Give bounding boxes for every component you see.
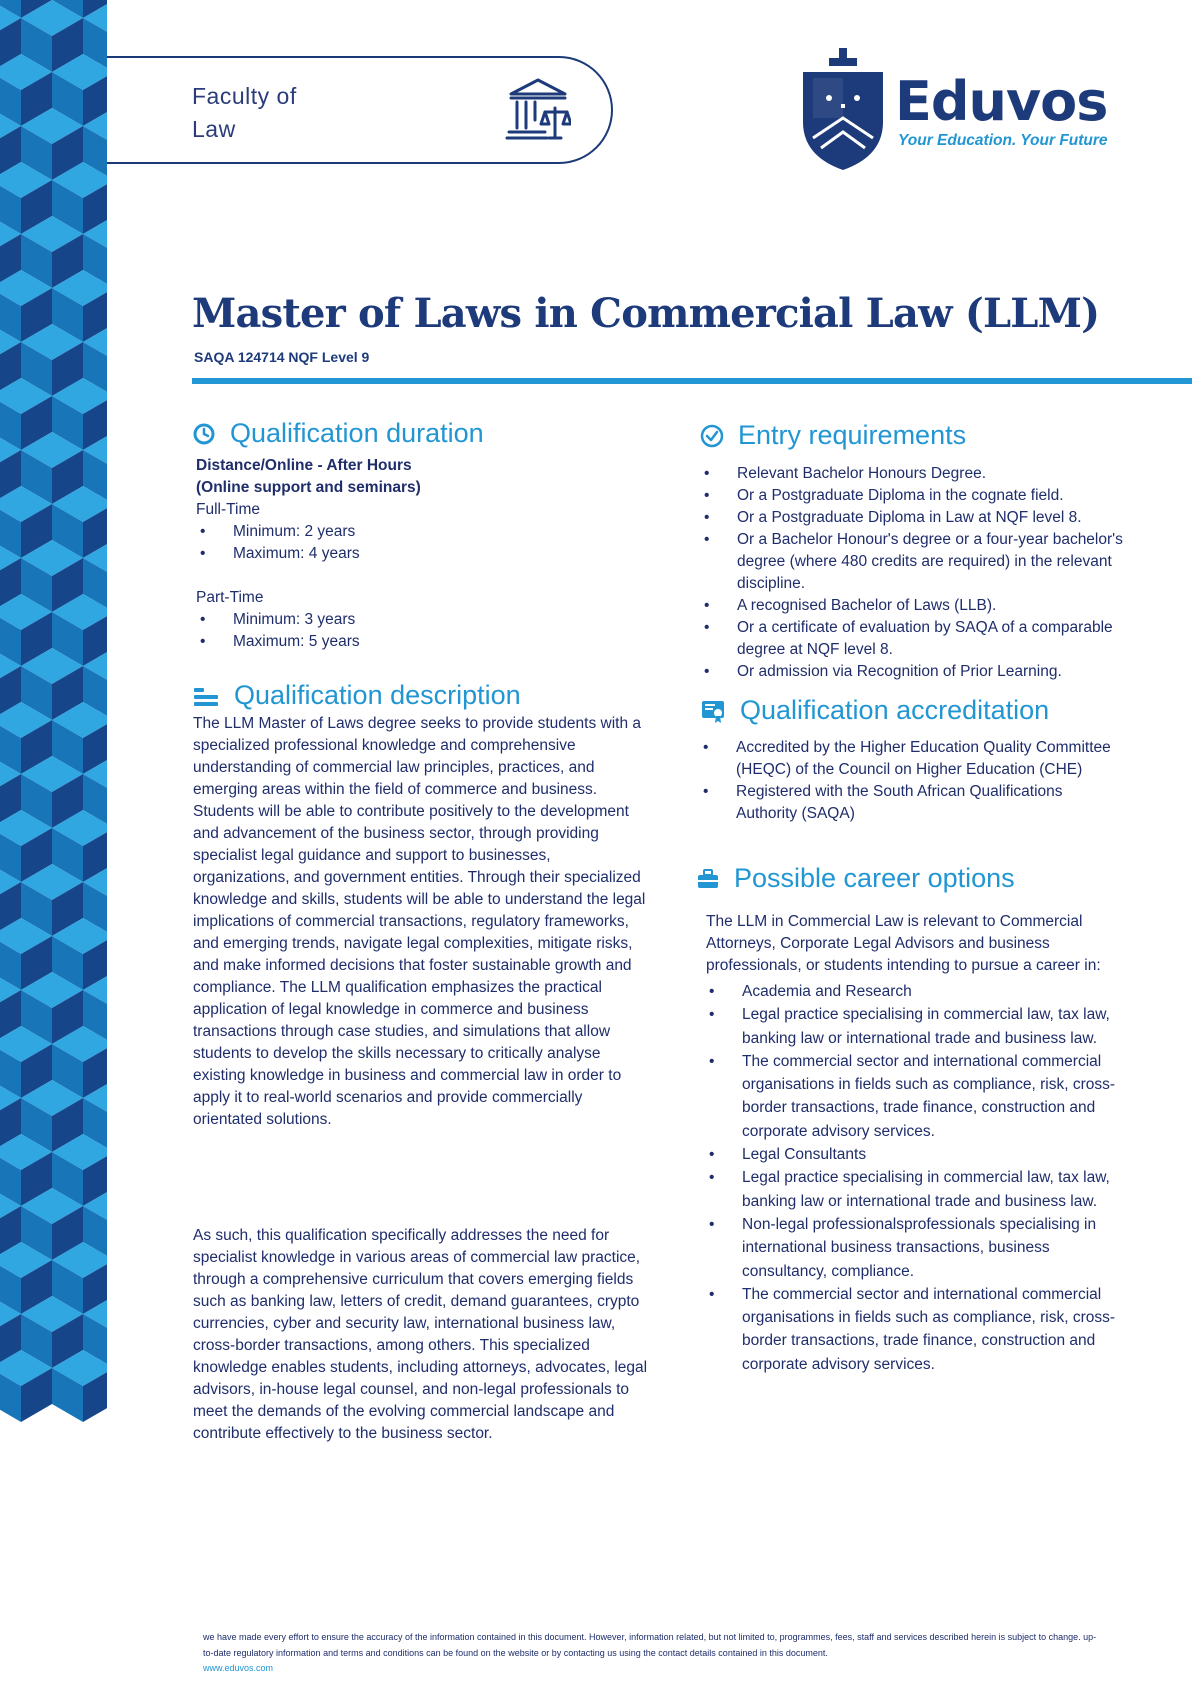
description-paragraph-1: The LLM Master of Laws degree seeks to provide students with a specialized professional knowledge and comprehensive understanding of commercial law principles, practices, and emerging areas within the field of commerce and business. Students will be able to contribute positively to the development and advancement of the business sector, through providing specialist legal guidance and support to businesses, organizations, and government entities. Through their specialized knowledge and skills, students will be able to understand the legal implications of commercial transactions, regulatory frameworks, and emerging trends, navigate legal complexities, mitigate risks, and make informed decisions that foster sustainable growth and compliance. The LLM qualification emphasizes the practical application of legal knowledge in commerce and business transactions through case studies, and simulations that allow students to develop the skills necessary to critically analyse existing knowledge in business and commercial law in order to apply it to real-world scenarios and provide commercially orientated solutions. <box>193 715 646 1128</box>
decorative-cube-band <box>0 0 107 1696</box>
list-item: • A recognised Bachelor of Laws (LLB). <box>737 595 1127 617</box>
careers-heading-text: Possible career options <box>734 863 1015 893</box>
faculty-label <box>192 80 297 146</box>
parttime-label: Part-Time <box>196 589 264 606</box>
list-item: • Or admission via Recognition of Prior Learning. <box>737 661 1127 683</box>
list-item: • Or a Bachelor Honour's degree or a four-year bachelor's degree (where 480 credits are required) in the relevant discipline. <box>737 529 1127 595</box>
check-badge-icon <box>700 424 724 448</box>
clock-icon <box>192 422 216 446</box>
entry-requirements-list <box>737 463 1127 683</box>
list-item: • The commercial sector and international commercial organisations in fields such as compliance, risk, cross-border transactions, trade finance, construction and corporate advisory services. <box>742 1050 1137 1143</box>
list-item: • Legal practice specialising in commercial law, tax law, banking law or international trade and business law. <box>742 1003 1137 1050</box>
list-item: • Relevant Bachelor Honours Degree. <box>737 463 1127 485</box>
list-item: • Or a Postgraduate Diploma in the cognate field. <box>737 485 1127 507</box>
description-paragraph-2: As such, this qualification specifically addresses the need for specialist knowledge in various areas of commercial law practice, through a comprehensive curriculum that covers emerging fields such as banking law, letters of credit, demand guarantees, crypto currencies, cyber and security law, international business law, cross-border transactions, among others. This specialized knowledge enables students, including attorneys, advocates, legal advisors, in-house legal counsel, and non-legal professionals to meet the demands of the evolving commercial landscape and contribute effectively to the business sector. <box>193 1227 648 1442</box>
footer-disclaimer <box>203 1630 1103 1677</box>
accreditation-list <box>736 737 1121 825</box>
list-item: • Registered with the South African Qualifications Authority (SAQA) <box>736 781 1121 825</box>
shield-logo-icon <box>799 48 887 172</box>
parttime-list <box>233 609 636 653</box>
faculty-label-line1: Faculty of <box>192 83 297 109</box>
cube-pattern <box>0 0 107 1696</box>
list-item: • Non-legal professionalsprofessionals specialising in international business transactions, business consultancy, compliance. <box>742 1213 1137 1283</box>
careers-intro: The LLM in Commercial Law is relevant to Commercial Attorneys, Corporate Legal Advisors and business professionals, or students intending to pursue a career in: <box>706 913 1101 974</box>
list-item: • Legal Consultants <box>742 1143 1137 1166</box>
list-item: • Or a Postgraduate Diploma in Law at NQF level 8. <box>737 507 1127 529</box>
duration-heading <box>192 418 484 449</box>
list-item: • Maximum: 5 years <box>233 631 636 653</box>
accreditation-heading <box>700 695 1049 726</box>
briefcase-icon <box>696 868 720 890</box>
list-item: • Maximum: 4 years <box>233 543 636 565</box>
description-heading <box>192 680 521 711</box>
accreditation-heading-text: Qualification accreditation <box>740 695 1050 725</box>
study-mode-line1: Distance/Online - After Hours <box>196 457 412 474</box>
list-item: • Accredited by the Higher Education Quality Committee (HEQC) of the Council on Higher Education (CHE) <box>736 737 1121 781</box>
fulltime-label: Full-Time <box>196 501 261 518</box>
list-item: • Academia and Research <box>742 980 1137 1003</box>
entry-heading <box>700 420 966 451</box>
disclaimer-text: we have made every effort to ensure the accuracy of the information contained in this document. However, information related, but not limited to, programmes, fees, staff and services described herein is subject to change. up-to-date regulatory information and terms and conditions can be found on the website or by contacting us using the contact details contained in this document. <box>203 1632 1097 1658</box>
list-item: • Legal practice specialising in commercial law, tax law, banking law or international trade and business law. <box>742 1166 1137 1213</box>
careers-list <box>742 980 1137 1376</box>
faculty-label-line2: Law <box>192 116 236 142</box>
courthouse-icon <box>505 74 571 144</box>
list-item: • The commercial sector and international commercial organisations in fields such as compliance, risk, cross-border transactions, trade finance, construction and corporate advisory services. <box>742 1283 1137 1376</box>
qualification-code: SAQA 124714 NQF Level 9 <box>194 349 370 365</box>
list-item: • Or a certificate of evaluation by SAQA of a comparable degree at NQF level 8. <box>737 617 1127 661</box>
logo-tagline: Your Education. Your Future <box>898 132 1108 149</box>
duration-block <box>196 455 636 653</box>
study-mode-line2: (Online support and seminars) <box>196 479 421 496</box>
fulltime-list <box>233 521 636 565</box>
list-item: • Minimum: 3 years <box>233 609 636 631</box>
entry-heading-text: Entry requirements <box>738 420 967 450</box>
logo-wordmark: Eduvos <box>895 70 1108 133</box>
certificate-icon <box>700 698 726 724</box>
list-item: • Minimum: 2 years <box>233 521 636 543</box>
title-divider <box>192 378 1192 384</box>
page-title: Master of Laws in Commercial Law (LLM) <box>192 290 1100 337</box>
list-icon <box>192 685 220 707</box>
website-link[interactable]: www.eduvos.com <box>203 1663 274 1673</box>
duration-heading-text: Qualification duration <box>230 418 484 448</box>
description-heading-text: Qualification description <box>234 680 521 710</box>
careers-heading <box>696 863 1015 894</box>
